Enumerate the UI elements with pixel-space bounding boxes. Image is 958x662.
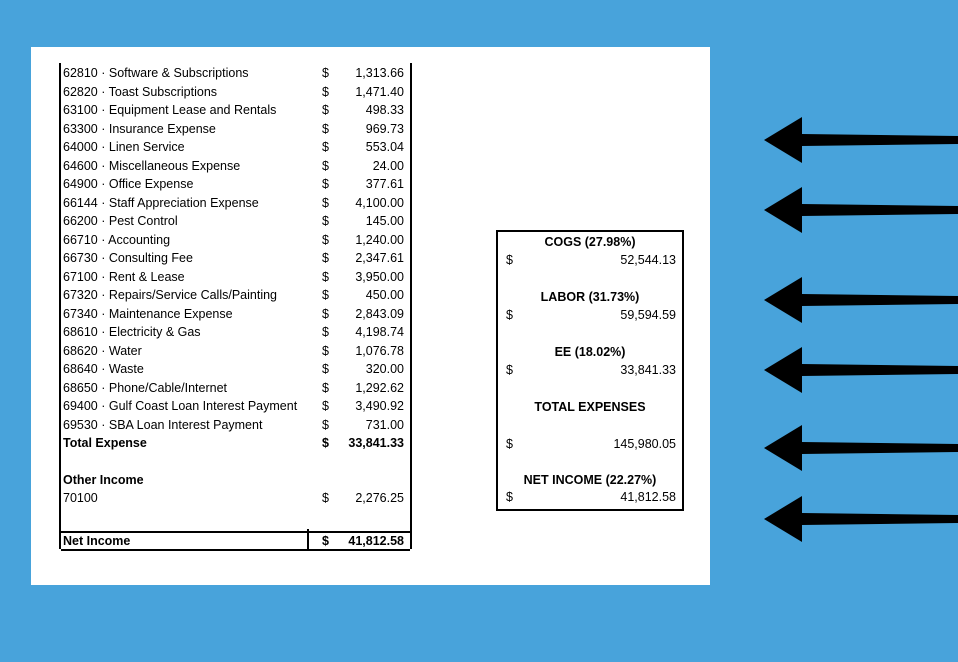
arrow-left-icon [764, 117, 958, 163]
summary-net-income-currency: $ [506, 490, 513, 504]
expense-row [61, 397, 410, 415]
total-expenses-value-row [498, 436, 682, 452]
expense-row [61, 323, 410, 341]
total-expense-currency: $ [322, 436, 329, 450]
labor-currency: $ [506, 308, 513, 322]
expense-amount: 1,076.78 [355, 343, 404, 358]
expense-row [61, 249, 410, 267]
expense-amount: 2,347.61 [355, 251, 404, 265]
summary-box [496, 230, 684, 511]
expense-currency: $ [322, 269, 329, 284]
expense-row [61, 212, 410, 230]
expense-amount: 145.00 [365, 214, 404, 228]
other-income-row [61, 489, 410, 507]
expense-row [61, 342, 410, 360]
expense-row [61, 64, 410, 82]
expense-label: 69530 · SBA Loan Interest Payment [63, 417, 263, 432]
expense-row [61, 175, 410, 193]
expense-amount: 450.00 [365, 288, 404, 302]
expense-label: 68610 · Electricity & Gas [63, 325, 201, 339]
expense-currency: $ [322, 195, 329, 210]
expense-amount: 1,292.62 [355, 380, 404, 395]
expense-amount: 1,240.00 [355, 232, 404, 247]
expense-amount: 969.73 [365, 121, 404, 136]
document-page [31, 47, 710, 585]
labor-value-row [498, 307, 682, 323]
total-expense-label: Total Expense [63, 436, 147, 450]
expense-currency: $ [322, 417, 329, 432]
expense-row [61, 286, 410, 304]
summary-net-income-heading: NET INCOME (22.27%) [523, 473, 657, 487]
expense-amount: 377.61 [365, 177, 404, 191]
total-expenses-currency: $ [506, 437, 513, 451]
expense-currency: $ [322, 380, 329, 395]
expense-label: 69400 · Gulf Coast Loan Interest Payment [63, 399, 298, 413]
ee-amount: 33,841.33 [620, 363, 676, 377]
total-expense-amount: 33,841.33 [348, 436, 404, 450]
expense-amount: 731.00 [365, 417, 404, 432]
net-income-currency: $ [322, 534, 329, 548]
expense-currency: $ [322, 232, 329, 247]
expense-row [61, 194, 410, 212]
expense-label: 64000 · Linen Service [63, 140, 185, 154]
expense-row [61, 268, 410, 286]
net-income-divider [307, 529, 309, 549]
expense-amount: 320.00 [365, 362, 404, 376]
expense-label: 68640 · Waste [63, 362, 144, 376]
arrow-left-icon [764, 277, 958, 323]
other-income-amount: 2,276.25 [355, 491, 404, 505]
expense-currency: $ [322, 103, 329, 117]
expense-amount: 1,313.66 [355, 66, 404, 80]
expense-currency: $ [322, 343, 329, 358]
expense-row [61, 231, 410, 249]
expense-label: 66200 · Pest Control [63, 214, 178, 228]
total-expense-row [61, 434, 410, 452]
expense-amount: 2,843.09 [355, 306, 404, 321]
expense-row [61, 120, 410, 138]
arrow-left-icon [764, 347, 958, 393]
expense-row [61, 101, 410, 119]
net-income-row [61, 531, 410, 551]
expense-label: 66710 · Accounting [63, 232, 171, 247]
cogs-currency: $ [506, 253, 513, 267]
ee-value-row [498, 362, 682, 378]
expense-currency: $ [322, 121, 329, 136]
expense-amount: 498.33 [365, 103, 404, 117]
expense-currency: $ [322, 66, 329, 80]
expense-currency: $ [322, 288, 329, 302]
ee-currency: $ [506, 363, 513, 377]
expense-currency: $ [322, 306, 329, 321]
expense-currency: $ [322, 158, 329, 173]
expense-row [61, 83, 410, 101]
expense-amount: 4,198.74 [355, 325, 404, 339]
expense-row [61, 157, 410, 175]
ee-heading: EE (18.02%) [554, 345, 626, 359]
cogs-value-row [498, 252, 682, 268]
expense-label: 64900 · Office Expense [63, 177, 194, 191]
expense-row [61, 138, 410, 156]
expense-label: 67320 · Repairs/Service Calls/Painting [63, 288, 277, 302]
summary-net-income-amount: 41,812.58 [620, 490, 676, 504]
expense-row [61, 305, 410, 323]
expense-amount: 553.04 [365, 140, 404, 154]
expense-label: 66730 · Consulting Fee [63, 251, 193, 265]
expense-currency: $ [322, 214, 329, 228]
expense-label: 66144 · Staff Appreciation Expense [63, 195, 259, 210]
expense-label: 67100 · Rent & Lease [63, 269, 185, 284]
expense-label: 67340 · Maintenance Expense [63, 306, 233, 321]
labor-amount: 59,594.59 [620, 308, 676, 322]
cogs-amount: 52,544.13 [620, 253, 676, 267]
arrow-left-icon [764, 187, 958, 233]
expense-ledger [59, 63, 412, 549]
expense-currency: $ [322, 325, 329, 339]
expense-label: 63100 · Equipment Lease and Rentals [63, 103, 277, 117]
other-income-heading: Other Income [63, 473, 144, 487]
expense-currency: $ [322, 362, 329, 376]
total-expenses-amount: 145,980.05 [613, 437, 676, 451]
summary-net-income-value-row [498, 489, 682, 505]
other-income-label: 70100 [63, 491, 98, 505]
expense-amount: 24.00 [372, 158, 404, 173]
total-expenses-heading: TOTAL EXPENSES [534, 400, 646, 414]
expense-label: 62820 · Toast Subscriptions [63, 84, 218, 99]
net-income-label: Net Income [63, 534, 131, 548]
expense-label: 68620 · Water [63, 343, 142, 358]
expense-label: 63300 · Insurance Expense [63, 121, 216, 136]
expense-row [61, 379, 410, 397]
expense-row [61, 416, 410, 434]
labor-heading: LABOR (31.73%) [540, 290, 640, 304]
expense-amount: 4,100.00 [355, 195, 404, 210]
arrow-left-icon [764, 496, 958, 542]
expense-currency: $ [322, 140, 329, 154]
expense-amount: 3,950.00 [355, 269, 404, 284]
expense-label: 68650 · Phone/Cable/Internet [63, 380, 228, 395]
expense-currency: $ [322, 84, 329, 99]
expense-amount: 3,490.92 [355, 399, 404, 413]
expense-label: 62810 · Software & Subscriptions [63, 66, 249, 80]
other-income-heading-row [61, 471, 410, 489]
expense-amount: 1,471.40 [355, 84, 404, 99]
other-income-currency: $ [322, 491, 329, 505]
arrow-left-icon [764, 425, 958, 471]
net-income-amount: 41,812.58 [348, 534, 404, 548]
cogs-heading: COGS (27.98%) [544, 235, 636, 249]
expense-label: 64600 · Miscellaneous Expense [63, 158, 241, 173]
expense-currency: $ [322, 251, 329, 265]
expense-row [61, 360, 410, 378]
expense-currency: $ [322, 399, 329, 413]
expense-currency: $ [322, 177, 329, 191]
